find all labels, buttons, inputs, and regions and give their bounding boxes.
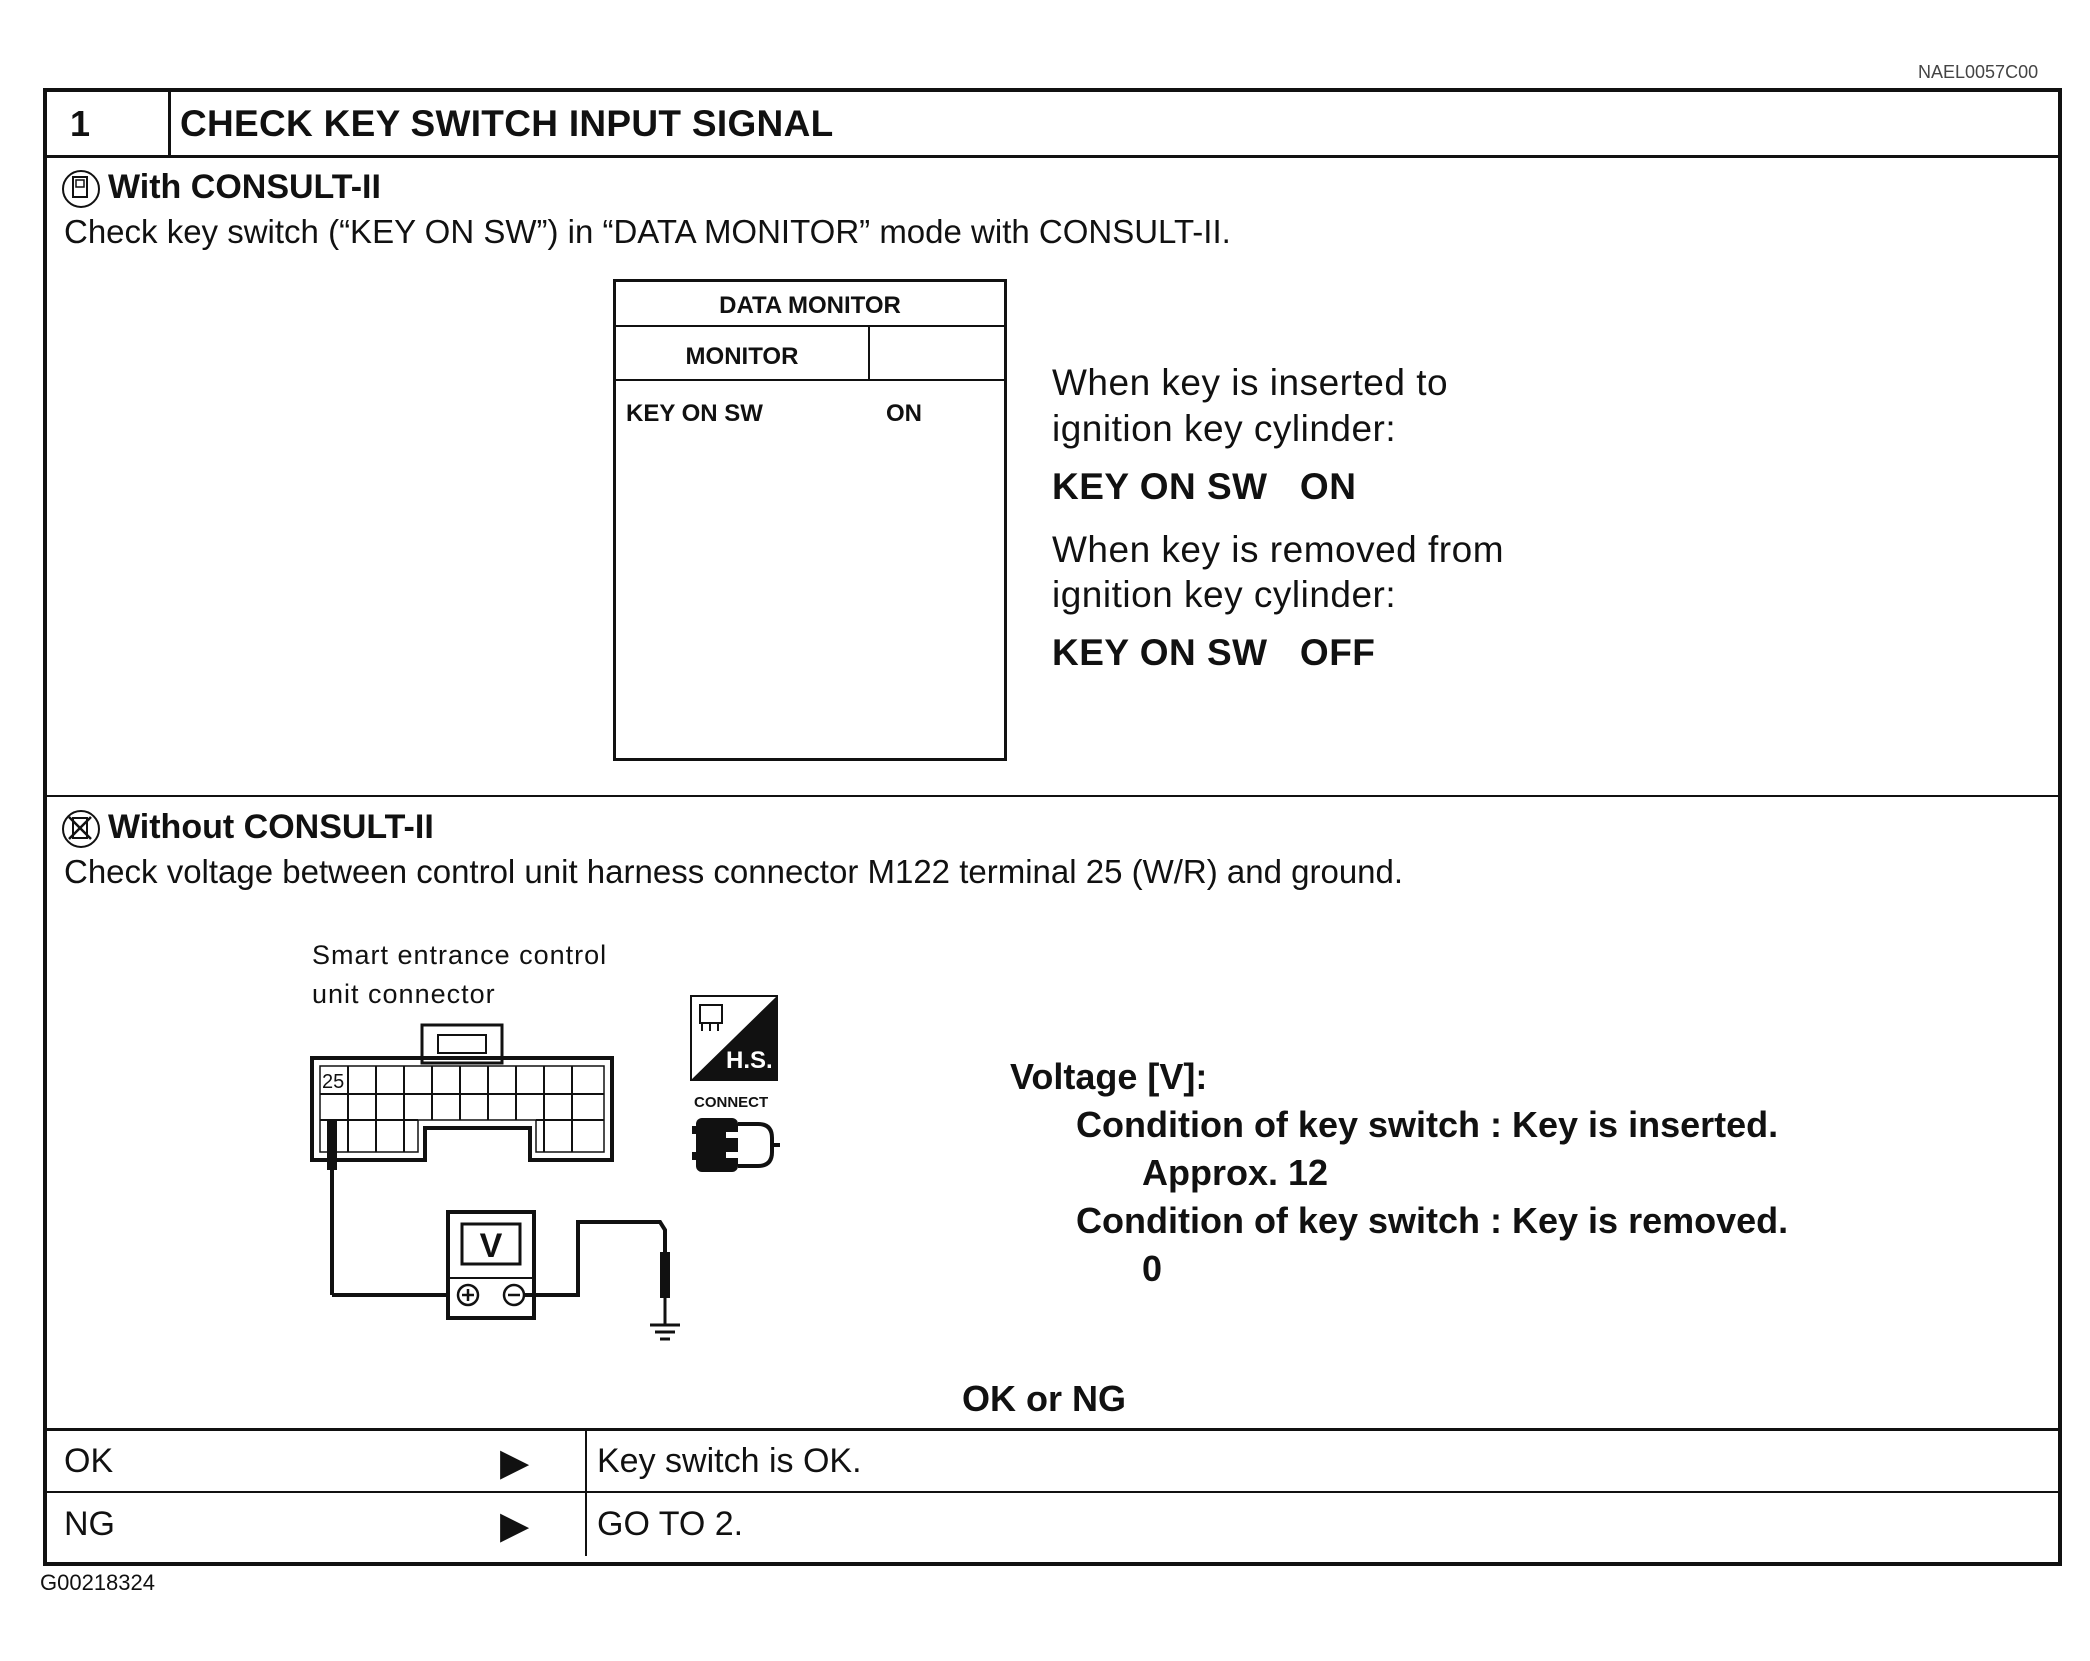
without-consult-heading <box>62 808 434 848</box>
with-consult-instruction: Check key switch (“KEY ON SW”) in “DATA MONITOR” mode with CONSULT-II. <box>64 213 1231 250</box>
result-ok-arrow-icon: ▶ <box>500 1442 530 1484</box>
condition-1-result: KEY ON SW ON <box>1052 466 1357 507</box>
result-ng-arrow-icon: ▶ <box>500 1505 530 1547</box>
dm-header-divider <box>616 379 1004 381</box>
section-divider <box>43 795 2058 797</box>
harness-side-icon <box>690 995 778 1081</box>
data-monitor-value: ON <box>886 400 922 427</box>
result-ng-action: GO TO 2. <box>597 1505 744 1543</box>
result-ok-status: OK <box>64 1442 114 1480</box>
data-monitor-item: KEY ON SW <box>626 400 763 427</box>
condition-2-line-2: ignition key cylinder: <box>1052 574 1397 615</box>
dm-title-divider <box>616 325 1004 327</box>
voltage-value-2: 0 <box>1142 1248 1163 1289</box>
voltage-condition-1: Condition of key switch : Key is inserted. <box>1076 1104 1779 1145</box>
connector-label-line-1: Smart entrance control <box>312 940 608 970</box>
condition-2-line-1: When key is removed from <box>1052 529 1505 570</box>
title-divider <box>43 155 2058 158</box>
without-consult-instruction: Check voltage between control unit harness connector M122 terminal 25 (W/R) and ground. <box>64 853 1404 890</box>
no-consult-icon <box>62 810 100 848</box>
dm-column-divider <box>868 325 870 380</box>
document-code: NAEL0057C00 <box>1918 62 2039 82</box>
condition-1-line-2: ignition key cylinder: <box>1052 408 1397 449</box>
step-number: 1 <box>70 103 91 144</box>
with-consult-heading <box>62 168 381 208</box>
result-column-divider <box>585 1428 587 1556</box>
figure-code: G00218324 <box>40 1570 155 1595</box>
hs-label: H.S. <box>726 1047 773 1074</box>
condition-1-line-1: When key is inserted to <box>1052 362 1449 403</box>
result-row-divider <box>43 1491 2058 1493</box>
terminal-25-label: 25 <box>322 1071 345 1093</box>
data-monitor-title: DATA MONITOR <box>719 292 901 319</box>
result-ok-action: Key switch is OK. <box>597 1442 862 1480</box>
harness-connector-diagram <box>300 1020 700 1360</box>
voltage-heading: Voltage [V]: <box>1010 1056 1208 1097</box>
result-table-top <box>43 1428 2058 1431</box>
consult-device-icon <box>62 170 100 208</box>
step-title: CHECK KEY SWITCH INPUT SIGNAL <box>180 103 834 144</box>
connect-label: CONNECT <box>694 1094 769 1111</box>
with-consult-label: With CONSULT-II <box>108 168 381 206</box>
connector-label-line-2: unit connector <box>312 979 496 1009</box>
connect-icon <box>692 1112 784 1178</box>
ok-ng-heading: OK or NG <box>962 1378 1127 1419</box>
data-monitor-screen <box>613 279 1007 761</box>
voltmeter-letter: V <box>479 1227 503 1265</box>
result-ng-status: NG <box>64 1505 115 1543</box>
data-monitor-column: MONITOR <box>685 343 799 370</box>
step-number-divider <box>168 88 171 158</box>
condition-2-result: KEY ON SW OFF <box>1052 632 1376 673</box>
without-consult-label: Without CONSULT-II <box>108 808 434 846</box>
voltage-value-1: Approx. 12 <box>1142 1152 1329 1193</box>
voltage-condition-2: Condition of key switch : Key is removed. <box>1076 1200 1789 1241</box>
